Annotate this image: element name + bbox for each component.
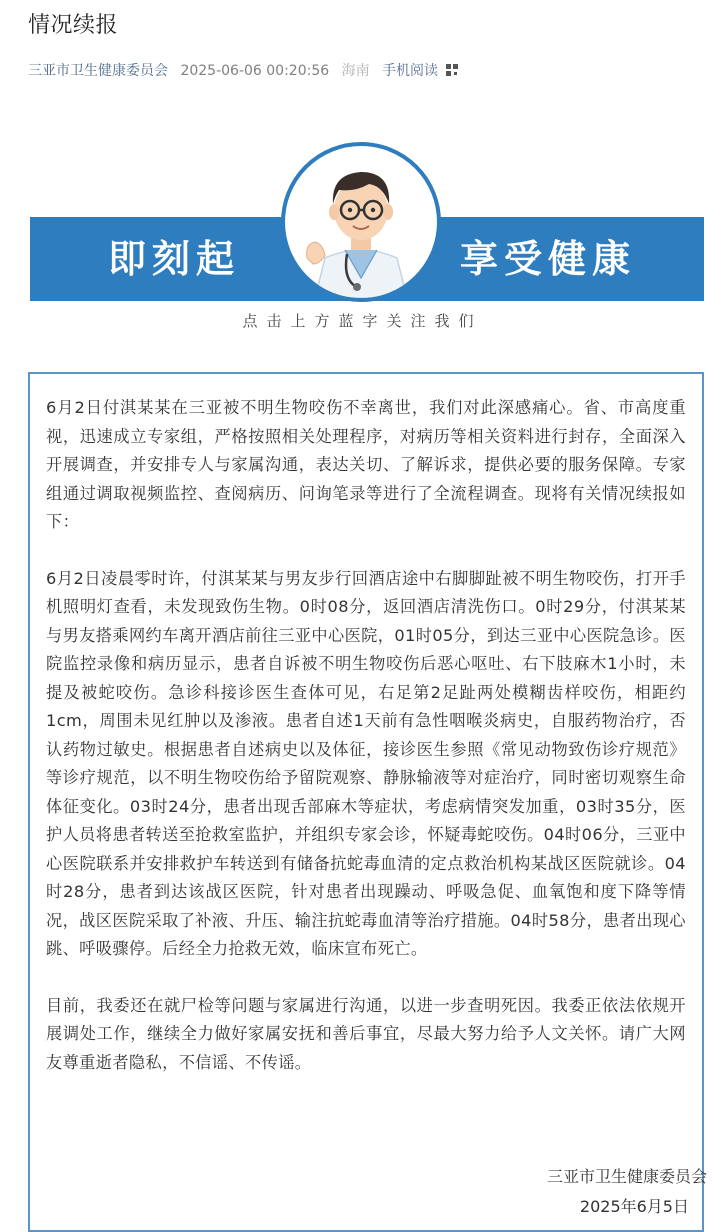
signature-date: 2025年6月5日 <box>579 1197 689 1216</box>
qr-code-icon[interactable] <box>446 64 458 76</box>
mobile-read-link[interactable]: 手机阅读 <box>382 63 439 79</box>
article-paragraph: 目前，我委还在就尸检等问题与家属进行沟通，以进一步查明死因。我委正依法依规开展调处工作，继续全力做好家属安抚和善后事宜，尽最大努力给予人文关怀。请广大网友尊重逝者隐私，不信谣、不传谣。 <box>46 995 686 1072</box>
signature: 三亚市卫生健康委员会 <box>546 1167 707 1186</box>
banner-left-text: 即刻起 <box>108 237 241 281</box>
article-body <box>28 372 704 1232</box>
doctor-avatar <box>281 142 441 302</box>
region-label: 海南 <box>341 63 370 79</box>
page-title: 情况续报 <box>28 13 119 38</box>
publish-datetime: 2025-06-06 00:20:56 <box>180 63 330 79</box>
article-paragraph: 6月2日付淇某某在三亚被不明生物咬伤不幸离世，我们对此深感痛心。省、市高度重视，迅速成立专家组，严格按照相关处理程序，对病历等相关资料进行封存，全面深入开展调查，并安排专人与家属沟通，表达关切、了解诉求，提供必要的服务保障。专家组通过调取视频监控、查阅病历、问询笔录等进行了全流程调查。现将有关情况续报如下： <box>46 398 686 531</box>
article-meta <box>28 60 466 80</box>
doctor-illustration-icon <box>285 146 437 298</box>
author-link[interactable]: 三亚市卫生健康委员会 <box>28 63 168 79</box>
follow-prompt: 点击上方蓝字关注我们 <box>242 312 483 330</box>
banner-right-text: 享受健康 <box>460 237 637 281</box>
article-paragraph: 6月2日凌晨零时许，付淇某某与男友步行回酒店途中右脚脚趾被不明生物咬伤，打开手机照明灯查看，未发现致伤生物。0时08分，返回酒店清洗伤口。0时29分，付淇某某与男友搭乘网约车离开酒店前往三亚中心医院，01时05分，到达三亚中心医院急诊。医院监控录像和病历显示，患者自诉被不明生物咬伤后恶心呕吐、右下肢麻木1小时，未提及被蛇咬伤。急诊科接诊医生查体可见，右足第2足趾两处模糊齿样咬伤，相距约1cm，周围未见红肿以及渗液。患者自述1天前有急性咽喉炎病史，自服药物治疗，否认药物过敏史。根据患者自述病史以及体征，接诊医生参照《常见动物致伤诊疗规范》等诊疗规范，以不明生物咬伤给予留院观察、静脉输液等对症治疗，同时密切观察生命体征变化。03时24分，患者出现舌部麻木等症状，考虑病情突发加重，03时35分，医护人员将患者转送至抢救室监护，并组织专家会诊，怀疑毒蛇咬伤。04时06分，三亚中心医院联系并安排救护车转送到有储备抗蛇毒血清的定点救治机构某战区医院就诊。04时28分，患者到达该战区医院，针对患者出现躁动、呼吸急促、血氧饱和度下降等情况，战区医院采取了补液、升压、输注抗蛇毒血清等治疗措施。04时58分，患者出现心跳、呼吸骤停。后经全力抢救无效，临床宣布死亡。 <box>46 568 686 958</box>
